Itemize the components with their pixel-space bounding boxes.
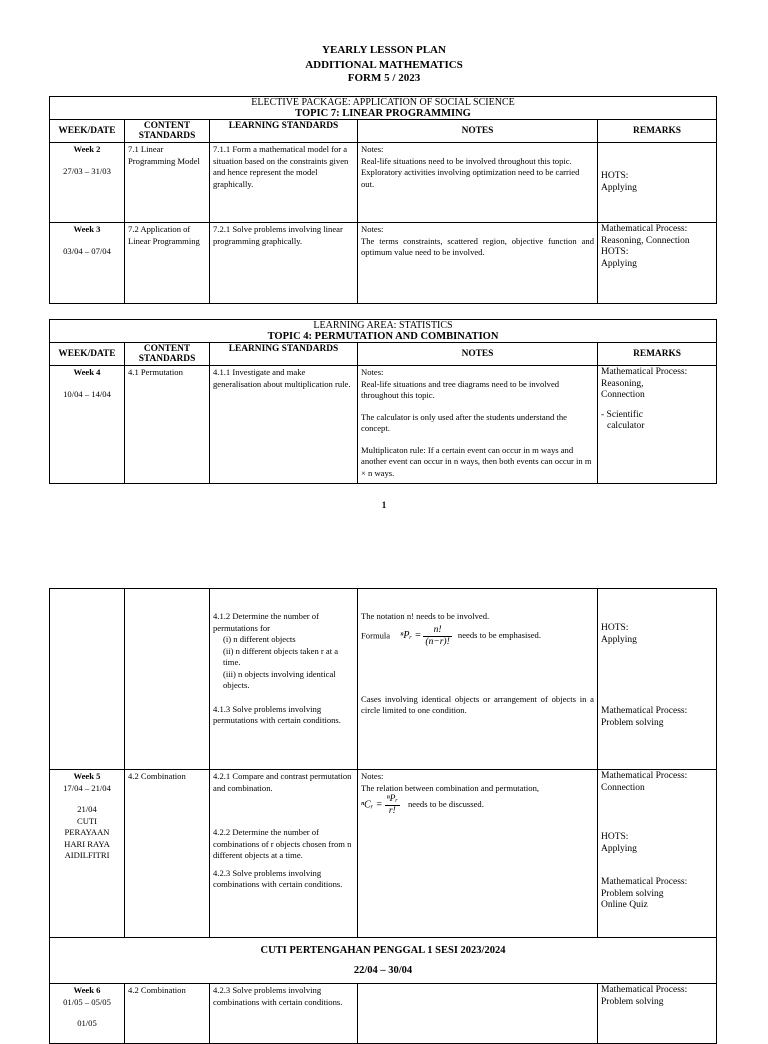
week-label: Week 6 (73, 985, 101, 995)
week-label: Week 5 (73, 771, 101, 781)
remark-line: Reasoning, (601, 378, 644, 389)
learning-standard: 4.2.2 Determine the number of combinations of r objects chosen from n different objects at a time. (213, 827, 352, 860)
remark-line: Problem solving (601, 717, 664, 728)
lesson-table-permutation (49, 319, 717, 484)
column-header-row (50, 120, 717, 143)
week-label: Week 4 (73, 367, 101, 377)
remark-line: Applying (601, 182, 637, 193)
learning-standard: 4.2.3 Solve problems involving combinations with certain conditions. (213, 867, 343, 889)
page-number: 1 (381, 500, 387, 510)
notes-text: Multiplicaton rule: If a certain event can occur in m ways and another event can occur in n ways, then both events can occur in m × n ways. (361, 444, 592, 478)
notes-label: Notes: (361, 367, 384, 377)
col-remarks: REMARKS (598, 120, 717, 143)
formula-denominator: (n−r)! (425, 636, 450, 647)
doc-title-line2: ADDITIONAL MATHEMATICS (305, 59, 463, 71)
learning-standard: 4.2.1 Compare and contrast permutation and combination. (213, 771, 352, 793)
formula-denominator: r! (388, 806, 396, 816)
learning-item: (ii) n different objects taken r at a time. (223, 645, 339, 667)
column-header-row (50, 343, 717, 366)
col-content-standards: CONTENT STANDARDS (125, 343, 210, 366)
week-dates: 10/04 – 14/04 (63, 388, 111, 399)
doc-title-line3: FORM 5 / 2023 (347, 72, 421, 84)
remark-line: HOTS: (601, 247, 629, 257)
formula-numerator: ⁿPᵣ (386, 794, 398, 804)
table-row (50, 223, 717, 304)
holiday-line: HARI RAYA (64, 838, 110, 849)
week-dates: 03/04 – 07/04 (63, 245, 111, 256)
remark-line: Connection (601, 390, 645, 400)
notes-text: Real-life situations need to be involved throughout this topic. Exploratory activities involving optimization need to be carried out. (361, 155, 580, 189)
holiday-line: PERAYAAN (64, 827, 110, 837)
formula-fraction (423, 625, 451, 648)
content-cell-empty (125, 589, 210, 770)
table-row (50, 143, 717, 223)
formula-suffix: needs to be discussed. (407, 799, 484, 810)
formula-fraction (385, 794, 400, 817)
col-remarks: REMARKS (598, 343, 717, 366)
formula-suffix: needs to be emphasised. (457, 629, 541, 640)
week-dates: 27/03 – 31/03 (63, 165, 111, 176)
remark-line: Mathematical Process: (601, 367, 688, 377)
content-standard: 4.2 Combination (125, 770, 210, 938)
holiday-banner-dates: 22/04 – 30/04 (353, 964, 413, 976)
notes-label: Notes: (361, 224, 384, 234)
permutation-formula (361, 625, 594, 648)
formula-lhs: ⁿCᵣ = (361, 799, 383, 811)
remark-line: Mathematical Process: (601, 771, 688, 781)
col-learning-standards: LEARNING STANDARDS (210, 343, 358, 366)
learning-item: (i) n different objects (223, 634, 296, 644)
remark-line: calculator (607, 421, 645, 431)
notes-text: The terms constraints, scattered region, objective function and optimum value need to be involved. (361, 235, 594, 257)
lesson-table-linear-programming (49, 96, 717, 304)
week-label: Week 3 (73, 224, 101, 234)
package-title: ELECTIVE PACKAGE: APPLICATION OF SOCIAL SCIENCE (251, 97, 515, 108)
doc-title-line1: YEARLY LESSON PLAN (322, 44, 446, 56)
remark-line: Mathematical Process: (601, 985, 688, 995)
table-row (50, 589, 717, 770)
topic-title: TOPIC 7: LINEAR PROGRAMMING (295, 108, 471, 119)
learning-standard: 7.2.1 Solve problems involving linear programming graphically. (210, 223, 358, 304)
remark-line: Reasoning, Connection (601, 235, 690, 246)
learning-standard: 7.1.1 Form a mathematical model for a situation based on the constraints given and hence represent the model graphically. (210, 143, 358, 223)
learning-standard: 4.2.3 Solve problems involving combinations with certain conditions. (210, 984, 358, 1044)
week-dates: 01/05 – 05/05 (63, 996, 111, 1007)
formula-lhs: ⁿPᵣ = (400, 629, 422, 641)
table-header-package (50, 97, 717, 120)
week-label: Week 2 (73, 144, 101, 154)
week-dates: 17/04 – 21/04 (63, 782, 111, 793)
remark-line: Mathematical Process: (601, 877, 688, 887)
remark-line: HOTS: (601, 623, 629, 633)
notes-label: Notes: (361, 771, 384, 781)
content-standard: 7.1 Linear Programming Model (125, 143, 210, 223)
content-standard: 4.1 Permutation (125, 366, 210, 484)
holiday-banner-row (50, 938, 717, 984)
combination-formula (361, 794, 594, 817)
col-content-standards: CONTENT STANDARDS (125, 120, 210, 143)
lesson-table-permutation-continued (49, 588, 717, 1044)
table-row (50, 984, 717, 1044)
remark-line: Mathematical Process: (601, 706, 688, 716)
learning-standard: 4.1.1 Investigate and make generalisation about multiplication rule. (210, 366, 358, 484)
holiday-date: 21/04 (77, 804, 97, 814)
remark-line: Online Quiz (601, 900, 648, 910)
formula-label: Formula (361, 629, 391, 640)
holiday-banner-title: CUTI PERTENGAHAN PENGGAL 1 SESI 2023/2024 (260, 945, 506, 956)
week-extra-date: 01/05 (77, 1018, 97, 1028)
learning-standard: 4.1.2 Determine the number of permutations for (213, 611, 319, 633)
notes-text: Real-life situations and tree diagrams need to be involved throughout this topic. (361, 378, 560, 400)
remark-line: HOTS: (601, 171, 629, 181)
notes-text: The calculator is only used after the students understand the concept. (361, 411, 567, 433)
col-week-date: WEEK/DATE (50, 120, 125, 143)
remark-line: Connection (601, 782, 645, 793)
content-standard: 4.2 Combination (125, 984, 210, 1044)
notes-text: The relation between combination and permutation, (361, 782, 540, 793)
learning-area-title: LEARNING AREA: STATISTICS (313, 320, 453, 331)
topic-title: TOPIC 4: PERMUTATION AND COMBINATION (267, 331, 499, 342)
table-row (50, 366, 717, 484)
col-notes: NOTES (358, 343, 598, 366)
remark-line: Applying (601, 634, 637, 645)
remark-line: Problem solving (601, 888, 664, 899)
week-cell-empty (50, 589, 125, 770)
holiday-line: AIDILFITRI (64, 850, 110, 860)
notes-text: Cases involving identical objects or arrangement of objects in a circle limited to one condition. (361, 693, 594, 715)
col-week-date: WEEK/DATE (50, 343, 125, 366)
remark-line: Mathematical Process: (601, 224, 688, 234)
table-row (50, 770, 717, 938)
formula-numerator: n! (423, 625, 451, 637)
holiday-line: CUTI (76, 815, 98, 826)
table-header-area (50, 320, 717, 343)
notes-text: The notation n! needs to be involved. (361, 611, 490, 621)
col-notes: NOTES (358, 120, 598, 143)
learning-item: (iii) n objects involving identical objects. (223, 668, 336, 690)
remark-line: Problem solving (601, 996, 664, 1007)
remark-line: - Scientific (601, 409, 643, 420)
remark-line: Applying (601, 843, 637, 854)
content-standard: 7.2 Application of Linear Programming (125, 223, 210, 304)
remark-line: Applying (601, 258, 637, 269)
remark-line: HOTS: (601, 832, 629, 842)
notes-label: Notes: (361, 144, 384, 154)
notes-cell-empty (358, 984, 598, 1044)
learning-standard: 4.1.3 Solve problems involving permutations with certain conditions. (213, 703, 341, 725)
col-learning-standards: LEARNING STANDARDS (210, 120, 358, 143)
